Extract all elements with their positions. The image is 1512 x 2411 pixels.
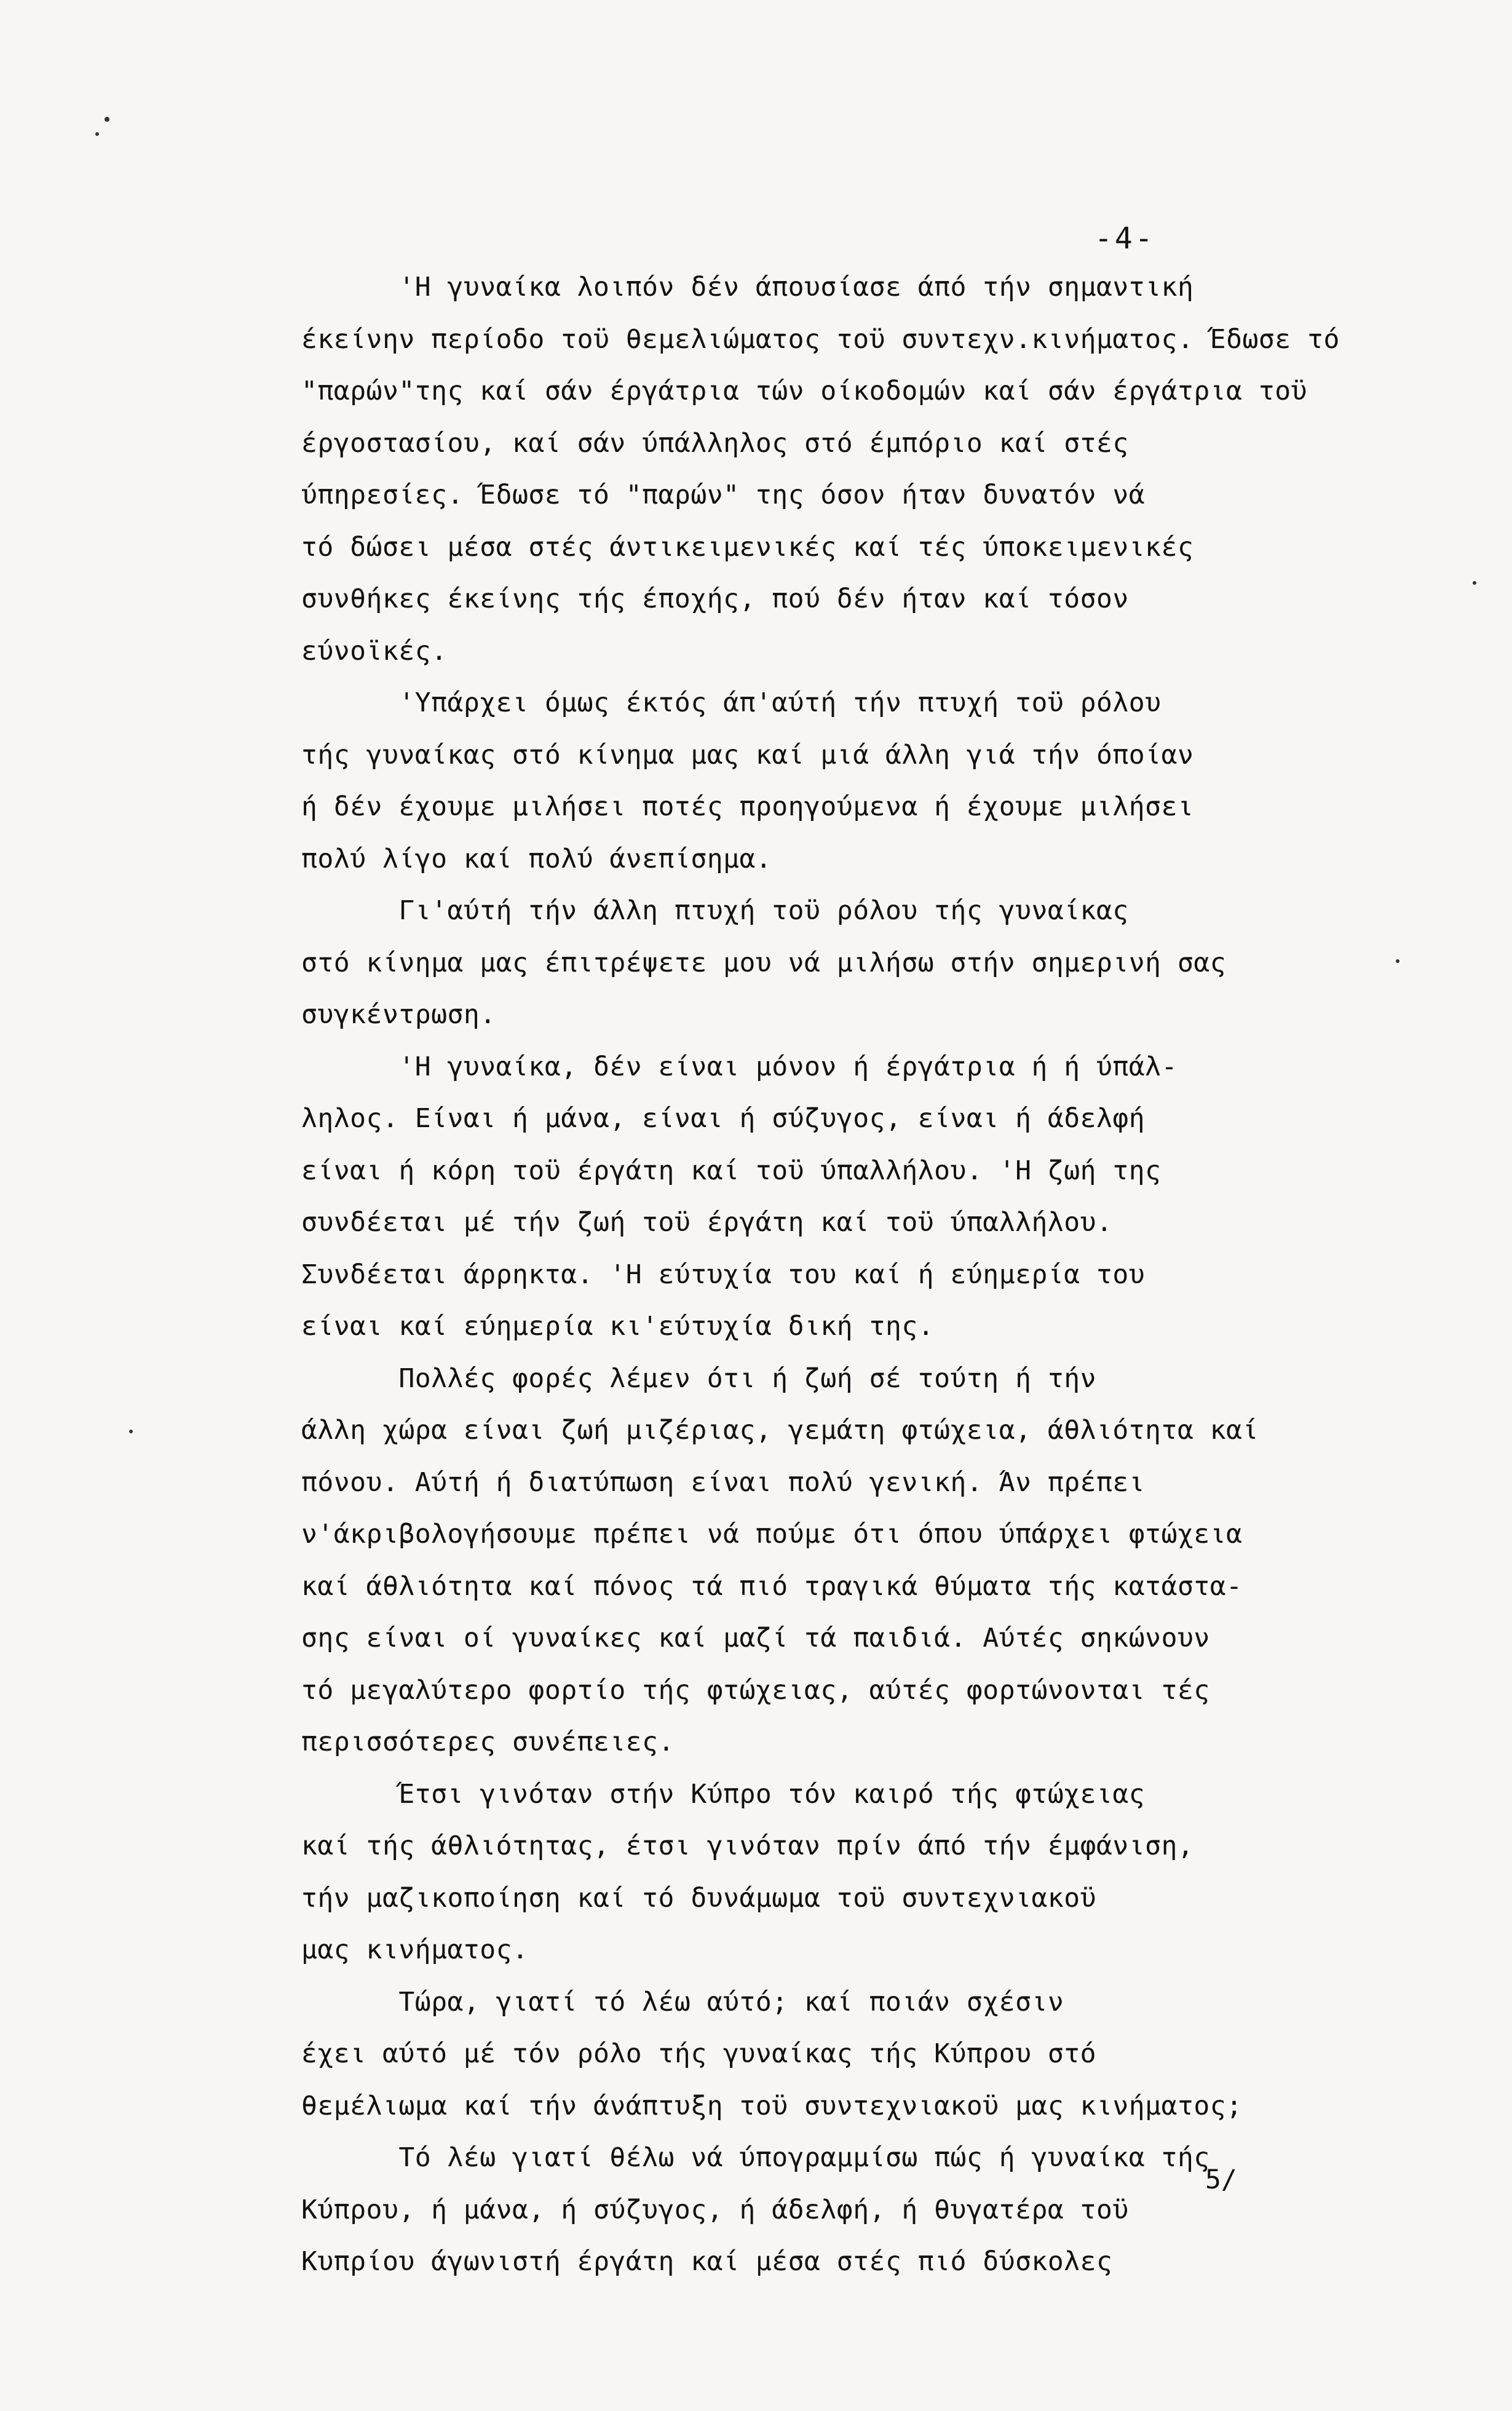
document-body <box>301 261 1371 2288</box>
text-line: "παρών"της καί σάν έργάτρια τών οίκοδομών καί σάν έργάτρια τοϋ <box>301 376 1308 406</box>
text-line: είναι καί εύημερία κι'εύτυχία δική της. <box>301 1311 935 1342</box>
text-line: τήν μαζικοποίηση καί τό δυνάμωμα τοϋ συντεχνιακοϋ <box>301 1882 1097 1914</box>
text-line: μας κινήματος. <box>301 1934 529 1965</box>
text-line: ν'άκριβολογήσουμε πρέπει νά πούμε ότι όπου ύπάρχει φτώχεια <box>301 1519 1243 1550</box>
paragraph <box>301 1976 1371 2132</box>
text-line: συνδέεται μέ τήν ζωή τοϋ έργάτη καί τοϋ ύπαλλήλου. <box>301 1207 1113 1238</box>
paragraph <box>301 2132 1371 2288</box>
text-line: ή δέν έχουμε μιλήσει ποτές προηγούμενα ή έχουμε μιλήσει <box>301 791 1194 822</box>
text-line: άλλη χώρα είναι ζωή μιζέριας, γεμάτη φτώχεια, άθλιότητα καί <box>301 1415 1259 1446</box>
text-line: καί τής άθλιότητας, έτσι γινόταν πρίν άπό τήν έμφάνιση, <box>301 1831 1194 1861</box>
paragraph <box>301 1768 1371 1976</box>
scan-speck <box>105 117 109 122</box>
paragraph <box>301 1353 1371 1768</box>
text-line: πολύ λίγο καί πολύ άνεπίσημα. <box>301 843 772 874</box>
text-line: τής γυναίκας στό κίνημα μας καί μιά άλλη γιά τήν όποίαν <box>301 739 1194 770</box>
scan-speck <box>1396 959 1399 963</box>
text-line: 'Η γυναίκα λοιπόν δέν άπουσίασε άπό τήν σημαντική <box>301 272 1194 303</box>
scan-speck <box>95 132 99 136</box>
text-line: σης είναι οί γυναίκες καί μαζί τά παιδιά. Αύτές σηκώνουν <box>301 1623 1210 1653</box>
text-line: 'Υπάρχει όμως έκτός άπ'αύτή τήν πτυχή τοϋ ρόλου <box>301 687 1162 718</box>
text-line: Τώρα, γιατί τό λέω αύτό; καί ποιάν σχέσιν <box>301 1986 1064 2017</box>
paragraph <box>301 885 1371 1041</box>
scan-speck <box>129 1430 133 1433</box>
text-line: είναι ή κόρη τοϋ έργάτη καί τοϋ ύπαλλήλου. 'Η ζωή της <box>301 1155 1162 1186</box>
text-line: Τό λέω γιατί θέλω νά ύπογραμμίσω πώς ή γυναίκα τής <box>301 2142 1210 2173</box>
continuation-marker: 5/ <box>1205 2164 1237 2195</box>
paragraph <box>301 677 1371 885</box>
paragraph <box>301 1041 1371 1353</box>
text-line: θεμέλιωμα καί τήν άνάπτυξη τοϋ συντεχνιακοϋ μας κινήματος; <box>301 2090 1243 2121</box>
text-line: Συνδέεται άρρηκτα. 'Η εύτυχία του καί ή εύημερία του <box>301 1259 1146 1290</box>
text-line: περισσότερες συνέπειες. <box>301 1727 675 1757</box>
text-line: συγκέντρωση. <box>301 999 496 1030</box>
text-line: Γι'αύτή τήν άλλη πτυχή τοϋ ρόλου τής γυναίκας <box>301 895 1129 926</box>
text-line: τό δώσει μέσα στές άντικειμενικές καί τές ύποκειμενικές <box>301 531 1194 563</box>
text-line: Έτσι γινόταν στήν Κύπρο τόν καιρό τής φτώχειας <box>301 1778 1146 1810</box>
text-line: καί άθλιότητα καί πόνος τά πιό τραγικά θύματα τής κατάστα- <box>301 1570 1243 1602</box>
text-line: Πολλές φορές λέμεν ότι ή ζωή σέ τούτη ή τήν <box>301 1363 1097 1394</box>
text-line: έργοστασίου, καί σάν ύπάλληλος στό έμπόριο καί στές <box>301 427 1129 459</box>
text-line: πόνου. Αύτή ή διατύπωση είναι πολύ γενική. Άν πρέπει <box>301 1467 1146 1498</box>
text-line: 'Η γυναίκα, δέν είναι μόνον ή έργάτρια ή ή ύπάλ- <box>301 1051 1178 1082</box>
text-line: ύπηρεσίες. Έδωσε τό "παρών" της όσον ήταν δυνατόν νά <box>301 480 1146 510</box>
text-line: Κυπρίου άγωνιστή έργάτη καί μέσα στές πιό δύσκολες <box>301 2246 1113 2277</box>
scan-speck <box>1473 581 1476 585</box>
paragraph <box>301 261 1371 677</box>
text-line: Κύπρου, ή μάνα, ή σύζυγος, ή άδελφή, ή θυγατέρα τοϋ <box>301 2194 1129 2225</box>
text-line: έκείνην περίοδο τοϋ θεμελιώματος τοϋ συντεχν.κινήματος. Έδωσε τό <box>301 323 1340 355</box>
page-number: -4- <box>1094 221 1155 256</box>
text-line: έχει αύτό μέ τόν ρόλο τής γυναίκας τής Κύπρου στό <box>301 2038 1097 2069</box>
text-line: εύνοϊκές. <box>301 635 448 667</box>
text-line: συνθήκες έκείνης τής έποχής, πού δέν ήταν καί τόσον <box>301 584 1129 614</box>
text-line: τό μεγαλύτερο φορτίο τής φτώχειας, αύτές φορτώνονται τές <box>301 1674 1210 1706</box>
text-line: ληλος. Είναι ή μάνα, είναι ή σύζυγος, είναι ή άδελφή <box>301 1103 1146 1134</box>
text-line: στό κίνημα μας έπιτρέψετε μου νά μιλήσω στήν σημερινή σας <box>301 947 1227 978</box>
